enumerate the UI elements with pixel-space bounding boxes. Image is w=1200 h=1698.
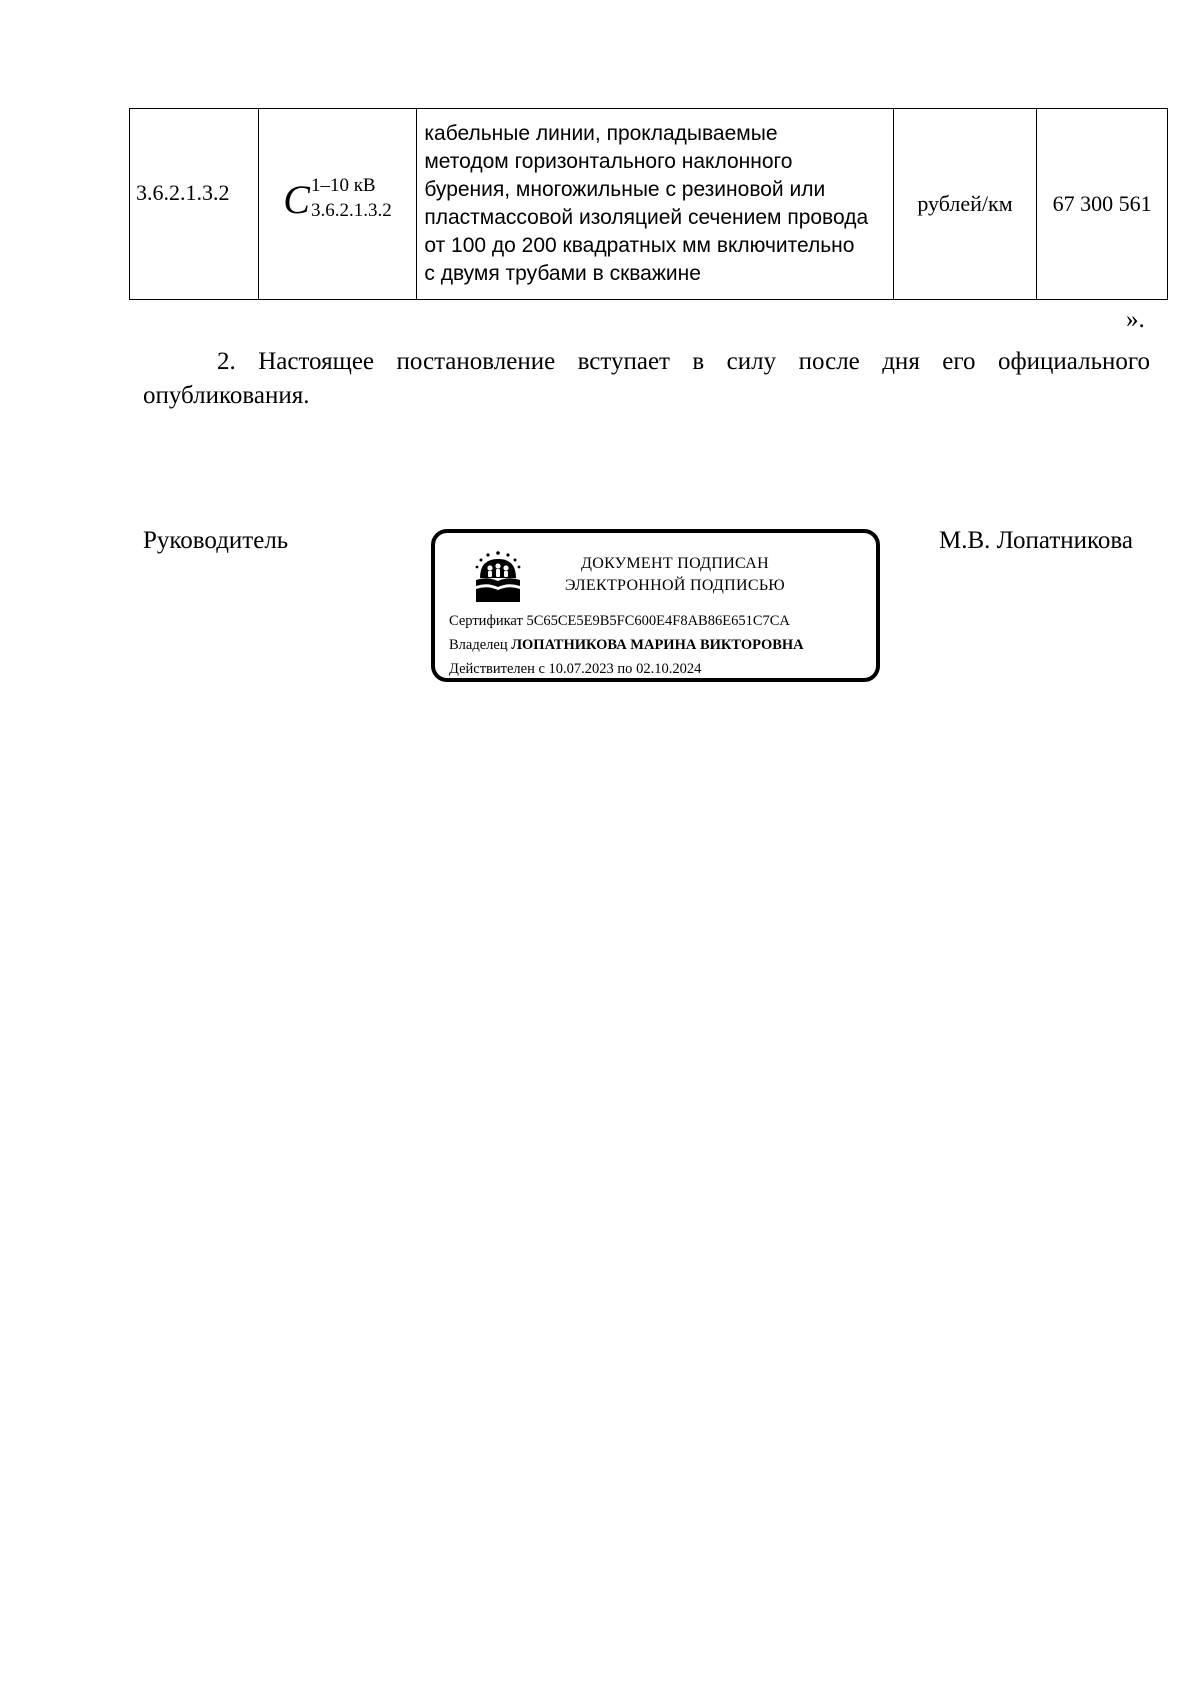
table-row: [130, 109, 1168, 300]
unit: рублей/км: [917, 191, 1013, 216]
stamp-heading-line: ЭЛЕКТРОННОЙ ПОДПИСЬЮ: [564, 577, 786, 594]
rate-symbol-subscript: 3.6.2.1.3.2: [310, 200, 392, 221]
signer-name: М.В. Лопатникова: [939, 527, 1133, 554]
rate-symbol-letter: C: [283, 177, 310, 222]
tariff-table: [129, 108, 1168, 300]
description-cell: [417, 109, 893, 300]
stamp-heading-line: ДОКУМЕНТ ПОДПИСАН: [581, 555, 769, 572]
rate-symbol-superscript: 1–10 кВ: [310, 175, 376, 197]
e-signature-stamp: [431, 529, 880, 682]
description-line: с двумя трубами в скважине: [424, 262, 701, 285]
rate-symbol: [283, 177, 391, 223]
value-cell: [1037, 109, 1168, 300]
certificate-line: [449, 609, 804, 633]
rate-symbol-cell: [258, 109, 417, 300]
description-line: кабельные линии, прокладываемые: [424, 122, 778, 145]
tariff-value: 67 300 561: [1052, 191, 1152, 216]
description-line: от 100 до 200 квадратных мм включительно: [424, 234, 855, 257]
stamp-details: [449, 609, 804, 681]
resolution-paragraph: 2. Настоящее постановление вступает в силу после дня его официального опубликования.: [143, 348, 1150, 409]
signer-title: Руководитель: [143, 527, 289, 554]
closing-quote: ».: [1126, 306, 1145, 333]
validity-line: [449, 657, 804, 681]
owner-name: ЛОПАТНИКОВА МАРИНА ВИКТОРОВНА: [511, 637, 804, 653]
validity-prefix: Действителен с: [449, 661, 545, 677]
valid-to: 02.10.2024: [636, 661, 702, 677]
owner-line: [449, 633, 804, 657]
unit-cell: [893, 109, 1037, 300]
owner-label: Владелец: [449, 637, 508, 653]
description-line: бурения, многожильные с резиновой или: [424, 178, 826, 201]
coat-of-arms-icon: [472, 550, 524, 606]
description-line: методом горизонтального наклонного: [424, 150, 793, 173]
valid-from: 10.07.2023: [548, 661, 614, 677]
item-code: 3.6.2.1.3.2: [136, 180, 230, 205]
certificate-number: 5C65CE5E9B5FC600E4F8AB86E651C7CA: [526, 613, 790, 629]
validity-mid: по: [617, 661, 633, 677]
description-line: пластмассовой изоляцией сечением провода: [424, 206, 869, 229]
item-code-cell: [130, 109, 259, 300]
certificate-label: Сертификат: [449, 613, 523, 629]
stamp-heading: [535, 553, 815, 597]
